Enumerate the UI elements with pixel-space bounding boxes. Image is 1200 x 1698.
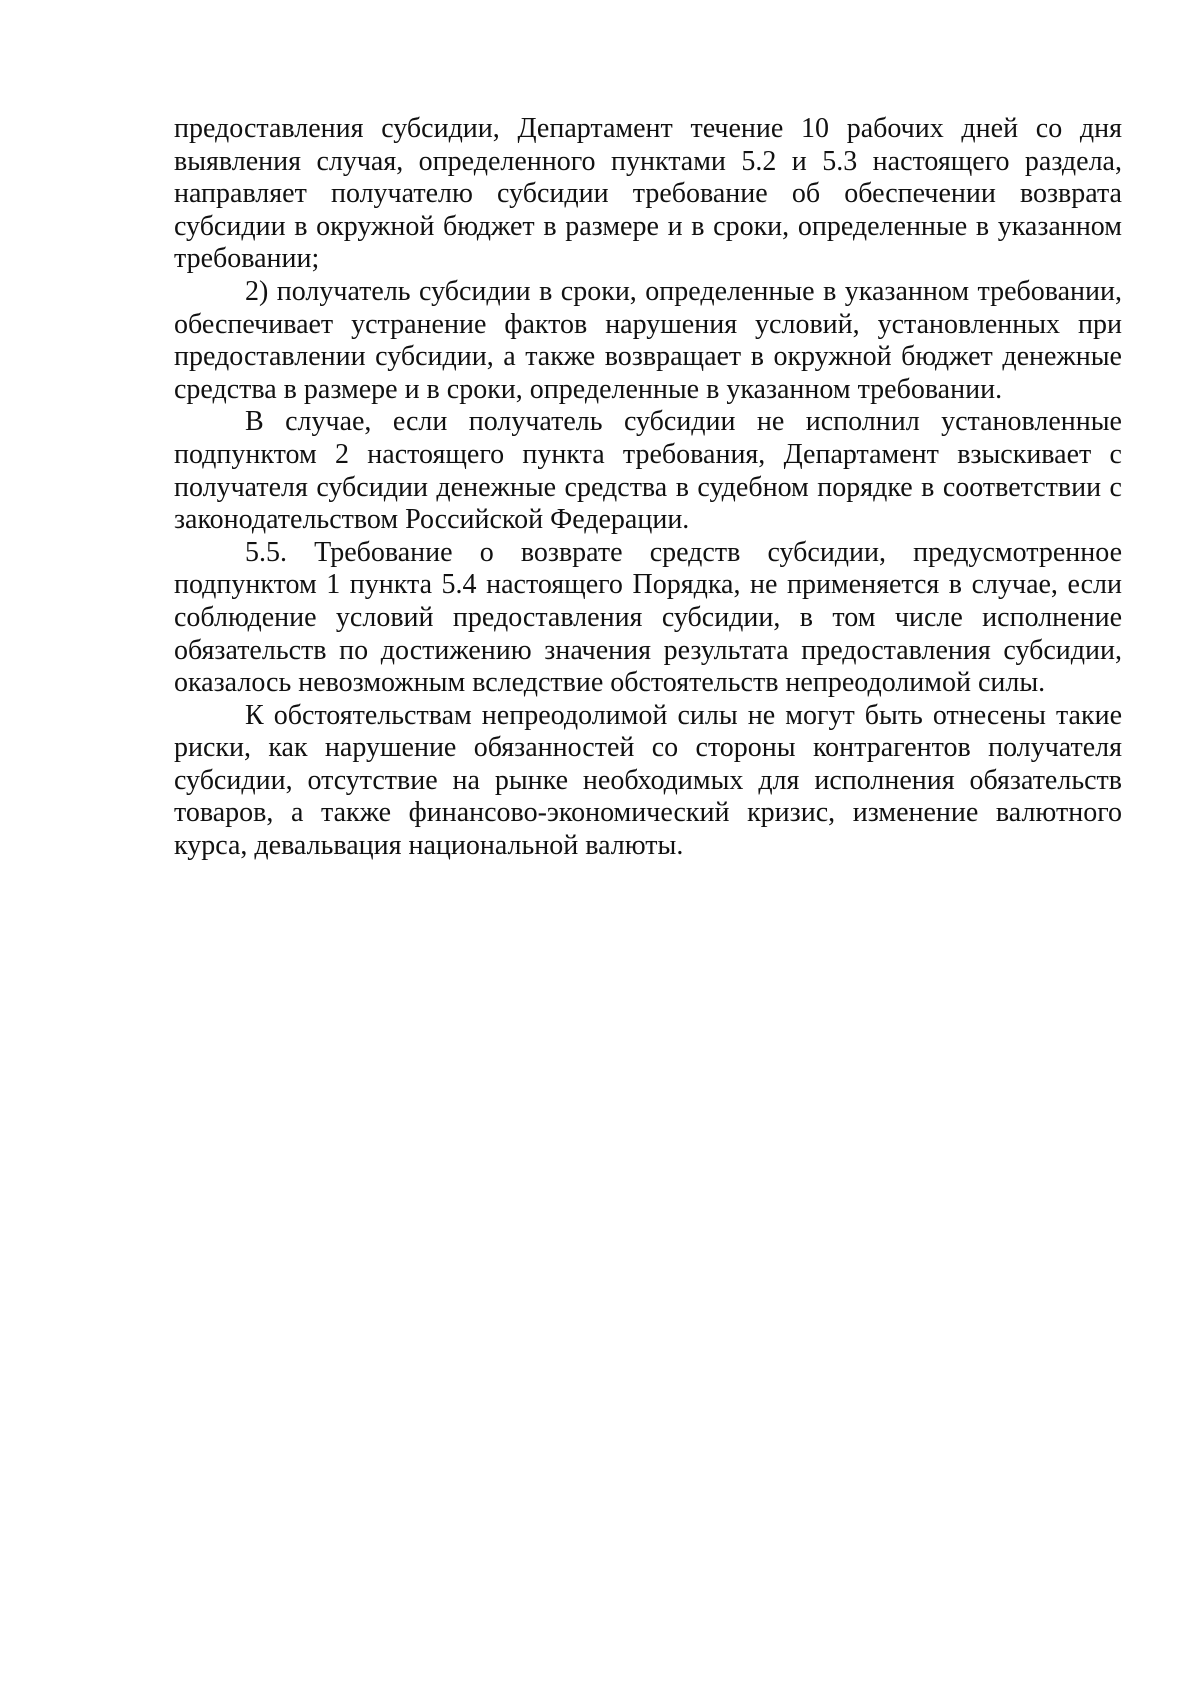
paragraph-section-5-5: 5.5. Требование о возврате средств субсидии, предусмотренное подпунктом 1 пункта 5.4 настоящего Порядка, не применяется в случае, если соблюдение условий предоставления субсидии, в том числе исполнение обязательств по достижению значения результата предоставления субсидии, оказалось невозможным вследствие обстоятельств непреодолимой силы.: [174, 536, 1122, 699]
paragraph-recovery-clause: В случае, если получатель субсидии не исполнил установленные подпунктом 2 настоящего пункта требования, Департамент взыскивает с получателя субсидии денежные средства в судебном порядке в соответствии с законодательством Российской Федерации.: [174, 406, 1122, 536]
document-body: [174, 113, 1122, 863]
paragraph-continuation: предоставления субсидии, Департамент течение 10 рабочих дней со дня выявления случая, определенного пунктами 5.2 и 5.3 настоящего раздела, направляет получателю субсидии требование об обеспечении возврата субсидии в окружной бюджет в размере и в сроки, определенные в указанном требовании;: [174, 113, 1122, 275]
paragraph-force-majeure: К обстоятельствам непреодолимой силы не могут быть отнесены такие риски, как нарушение обязанностей со стороны контрагентов получателя субсидии, отсутствие на рынке необходимых для исполнения обязательств товаров, а также финансово-экономический кризис, изменение валютного курса, девальвация национальной валюты.: [174, 699, 1122, 862]
paragraph-subitem-2: 2) получатель субсидии в сроки, определенные в указанном требовании, обеспечивает устранение фактов нарушения условий, установленных при предоставлении субсидии, а также возвращает в окружной бюджет денежные средства в размере и в сроки, определенные в указанном требовании.: [174, 275, 1122, 405]
